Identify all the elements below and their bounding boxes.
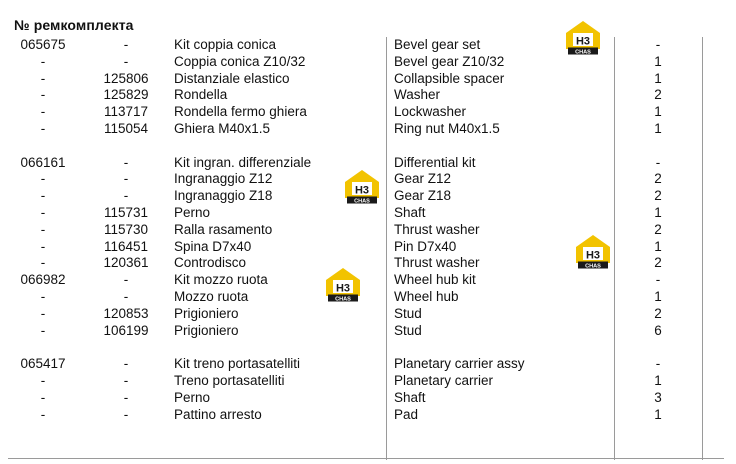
table-row <box>8 205 724 222</box>
part-number-cell: - <box>123 389 129 405</box>
group-spacer <box>8 339 724 356</box>
english-description-cell: Planetary carrier assy <box>394 356 525 372</box>
quantity-cell: - <box>655 154 661 170</box>
kit-code-cell: - <box>40 406 46 422</box>
quantity-cell: 2 <box>654 221 662 237</box>
english-description-cell: Wheel hub kit <box>394 272 476 288</box>
english-description-cell: Washer <box>394 87 441 103</box>
part-number-cell: 115730 <box>103 221 149 237</box>
quantity-cell: - <box>655 356 661 372</box>
logo-caption: CHAS <box>585 263 601 269</box>
table-row <box>8 87 724 104</box>
italian-description-cell: Prigioniero <box>174 305 239 321</box>
quantity-cell: - <box>655 272 661 288</box>
kit-code-cell: - <box>40 120 46 136</box>
italian-description-cell: Ingranaggio Z18 <box>174 188 273 204</box>
kit-code-cell: 066161 <box>20 154 66 170</box>
italian-description-cell: Kit mozzo ruota <box>174 272 268 288</box>
english-description-cell: Collapsible spacer <box>394 70 505 86</box>
table-row <box>8 272 724 289</box>
table-row <box>8 255 724 272</box>
table-row <box>8 71 724 88</box>
english-description-cell: Gear Z12 <box>394 171 452 187</box>
kit-code-cell: - <box>40 372 46 388</box>
italian-description-cell: Spina D7x40 <box>174 238 252 254</box>
kit-code-cell: - <box>40 87 46 103</box>
table-row <box>8 323 724 340</box>
quantity-cell: 2 <box>654 171 662 187</box>
logo-caption: CHAS <box>354 198 370 204</box>
part-number-cell: 125806 <box>103 70 149 86</box>
italian-description-cell: Rondella <box>174 87 228 103</box>
part-number-cell: 120361 <box>103 255 149 271</box>
table-row <box>8 121 724 138</box>
kit-code-cell: - <box>40 305 46 321</box>
english-description-cell: Gear Z18 <box>394 188 452 204</box>
quantity-cell: 1 <box>654 70 662 86</box>
logo-mark: H3 <box>354 184 370 197</box>
h3-chas-logo <box>343 168 381 204</box>
english-description-cell: Bevel gear Z10/32 <box>394 53 505 69</box>
kit-code-cell: - <box>40 104 46 120</box>
italian-description-cell: Rondella fermo ghiera <box>174 104 307 120</box>
logo-mark: H3 <box>585 249 601 262</box>
quantity-cell: 1 <box>654 406 662 422</box>
english-description-cell: Shaft <box>394 389 426 405</box>
english-description-cell: Thrust washer <box>394 221 480 237</box>
quantity-cell: 1 <box>654 238 662 254</box>
italian-description-cell: Treno portasatelliti <box>174 372 285 388</box>
kit-code-cell: 065417 <box>20 356 66 372</box>
quantity-cell: 2 <box>654 87 662 103</box>
part-number-cell: - <box>123 154 129 170</box>
part-number-cell: - <box>123 272 129 288</box>
italian-description-cell: Perno <box>174 389 211 405</box>
quantity-cell: 1 <box>654 372 662 388</box>
quantity-cell: 1 <box>654 204 662 220</box>
quantity-cell: 1 <box>654 53 662 69</box>
kit-code-cell: 066982 <box>20 272 66 288</box>
parts-table <box>8 37 724 423</box>
table-row <box>8 222 724 239</box>
part-number-cell: 120853 <box>103 305 149 321</box>
kit-code-cell: 065675 <box>20 37 66 52</box>
english-description-cell: Shaft <box>394 204 426 220</box>
quantity-cell: 1 <box>654 288 662 304</box>
kit-code-cell: - <box>40 53 46 69</box>
italian-description-cell: Ghiera M40x1.5 <box>174 120 271 136</box>
part-number-cell: 116451 <box>103 238 149 254</box>
part-number-cell: - <box>123 406 129 422</box>
table-row <box>8 37 724 54</box>
english-description-cell: Lockwasher <box>394 104 467 120</box>
english-description-cell: Bevel gear set <box>394 37 481 52</box>
logo-caption: CHAS <box>335 296 351 302</box>
table-bottom-border <box>8 458 724 459</box>
part-number-cell: - <box>123 372 129 388</box>
table-row <box>8 306 724 323</box>
kit-code-cell: - <box>40 389 46 405</box>
table-row <box>8 407 724 424</box>
quantity-cell: 1 <box>654 120 662 136</box>
table-row <box>8 390 724 407</box>
quantity-cell: 6 <box>654 322 662 338</box>
kit-code-cell: - <box>40 188 46 204</box>
italian-description-cell: Pattino arresto <box>174 406 262 422</box>
part-number-cell: - <box>123 288 129 304</box>
english-description-cell: Differential kit <box>394 154 476 170</box>
kit-code-cell: - <box>40 70 46 86</box>
table-row <box>8 104 724 121</box>
part-number-cell: - <box>123 188 129 204</box>
kit-code-cell: - <box>40 204 46 220</box>
kit-code-cell: - <box>40 221 46 237</box>
table-row <box>8 54 724 71</box>
part-number-cell: - <box>123 356 129 372</box>
kit-code-cell: - <box>40 238 46 254</box>
italian-description-cell: Controdisco <box>174 255 247 271</box>
english-description-cell: Wheel hub <box>394 288 459 304</box>
table-row <box>8 239 724 256</box>
logo-mark: H3 <box>575 35 591 48</box>
quantity-cell: 1 <box>654 104 662 120</box>
english-description-cell: Ring nut M40x1.5 <box>394 120 500 136</box>
quantity-cell: 2 <box>654 305 662 321</box>
table-row <box>8 356 724 373</box>
english-description-cell: Thrust washer <box>394 255 480 271</box>
quantity-cell: 2 <box>654 188 662 204</box>
english-description-cell: Stud <box>394 322 422 338</box>
english-description-cell: Planetary carrier <box>394 372 494 388</box>
italian-description-cell: Ralla rasamento <box>174 221 273 237</box>
part-number-cell: - <box>123 171 129 187</box>
h3-chas-logo <box>324 266 362 302</box>
table-row <box>8 373 724 390</box>
h3-chas-logo <box>574 233 612 269</box>
english-description-cell: Stud <box>394 305 422 321</box>
h3-chas-logo <box>564 19 602 55</box>
part-number-cell: - <box>123 53 129 69</box>
page-title: № ремкомплекта <box>14 17 134 33</box>
italian-description-cell: Kit ingran. differenziale <box>174 154 312 170</box>
italian-description-cell: Kit coppia conica <box>174 37 277 52</box>
italian-description-cell: Prigioniero <box>174 322 239 338</box>
kit-code-cell: - <box>40 255 46 271</box>
kit-code-cell: - <box>40 288 46 304</box>
english-description-cell: Pad <box>394 406 419 422</box>
logo-mark: H3 <box>335 282 351 295</box>
kit-code-cell: - <box>40 171 46 187</box>
part-number-cell: 115731 <box>103 204 149 220</box>
part-number-cell: 106199 <box>103 322 149 338</box>
italian-description-cell: Distanziale elastico <box>174 70 290 86</box>
italian-description-cell: Kit treno portasatelliti <box>174 356 301 372</box>
italian-description-cell: Perno <box>174 204 211 220</box>
quantity-cell: 3 <box>654 389 662 405</box>
italian-description-cell: Ingranaggio Z12 <box>174 171 273 187</box>
part-number-cell: 113717 <box>103 104 149 120</box>
logo-caption: CHAS <box>575 49 591 55</box>
english-description-cell: Pin D7x40 <box>394 238 457 254</box>
italian-description-cell: Coppia conica Z10/32 <box>174 53 306 69</box>
italian-description-cell: Mozzo ruota <box>174 288 249 304</box>
quantity-cell: 2 <box>654 255 662 271</box>
part-number-cell: 115054 <box>103 120 149 136</box>
group-spacer <box>8 138 724 155</box>
quantity-cell: - <box>655 37 661 52</box>
table-row <box>8 289 724 306</box>
kit-code-cell: - <box>40 322 46 338</box>
part-number-cell: - <box>123 37 129 52</box>
part-number-cell: 125829 <box>103 87 149 103</box>
